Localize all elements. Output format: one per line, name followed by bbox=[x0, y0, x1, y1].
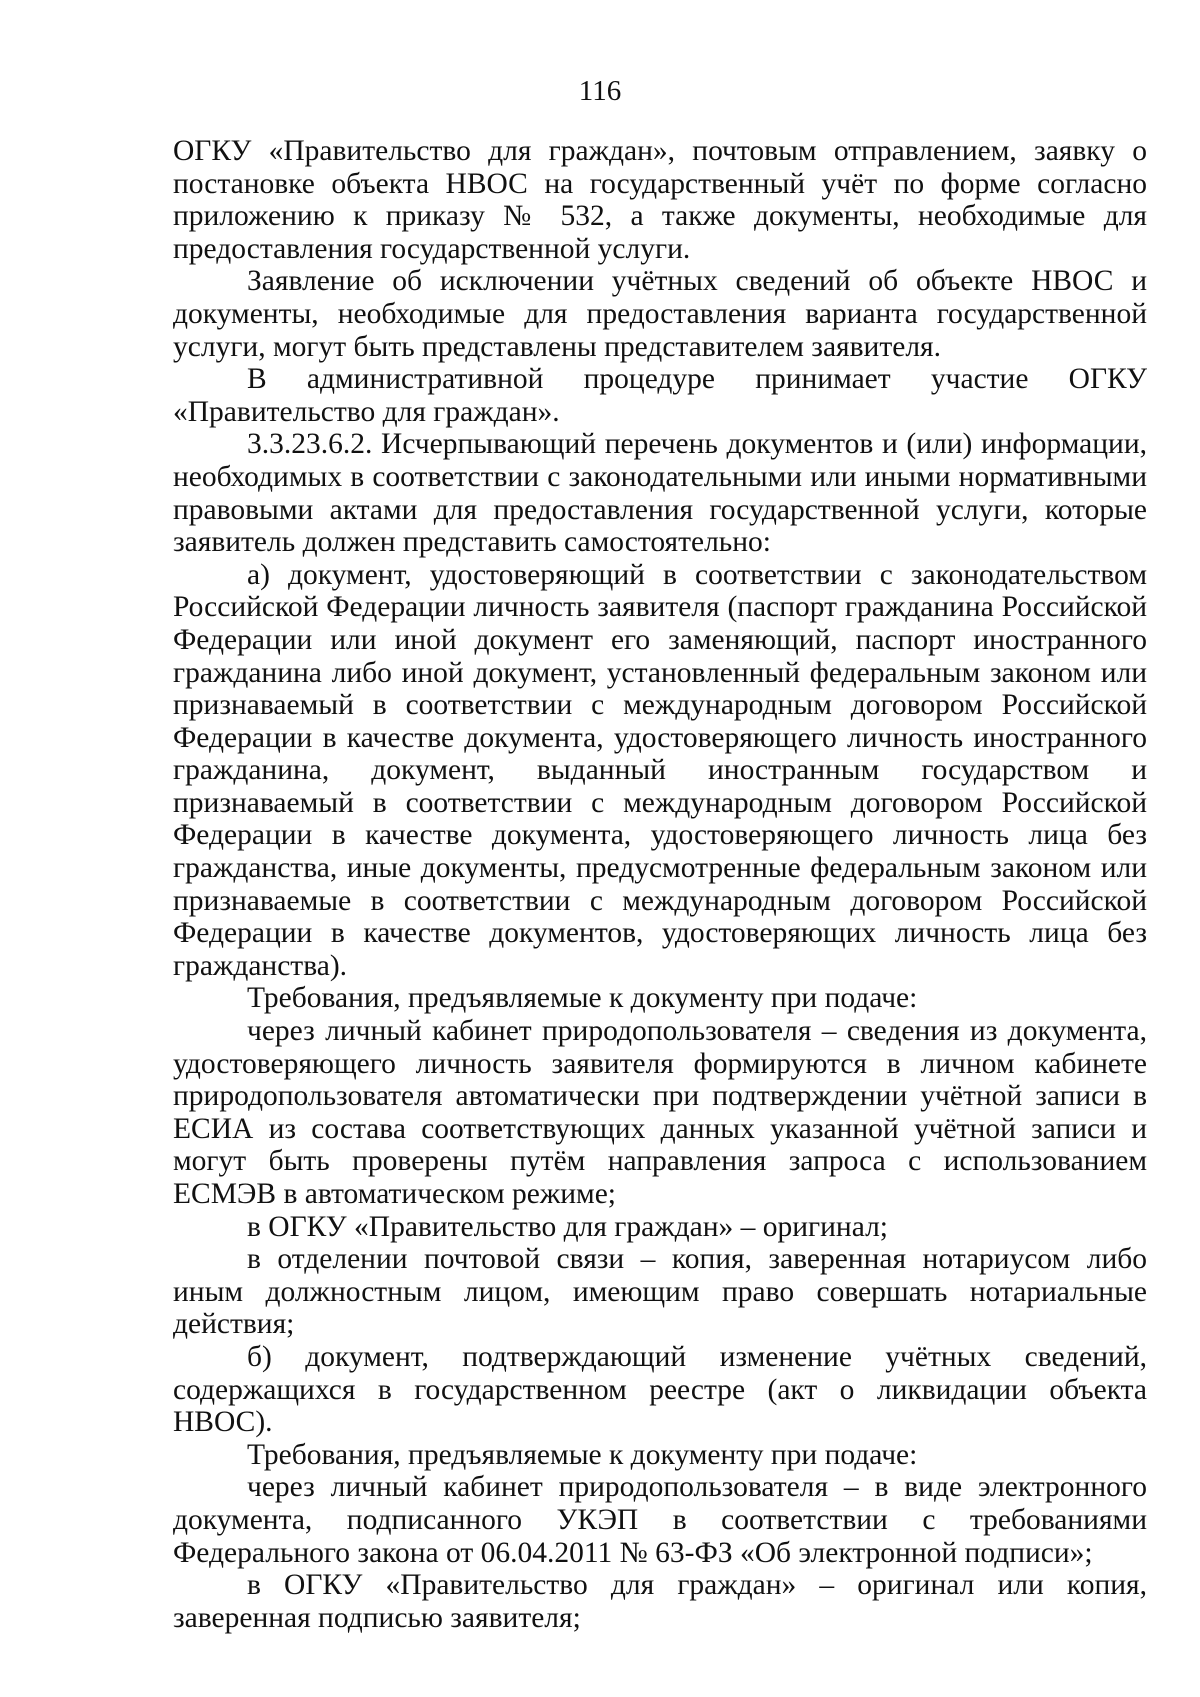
paragraph-item-a: а) документ, удостоверяющий в соответствии с законодательством Российской Федерации личность заявителя (паспорт гражданина Российской Федерации или иной документ его заменяющий, паспорт иностранного гражданина либо иной документ, установленный федеральным законом или признаваемый в соответствии с международным договором Российской Федерации в качестве документа, удостоверяющего личность иностранного гражданина, документ, выданный иностранным государством и признаваемый в соответствии с международным договором Российской Федерации в качестве документа, удостоверяющего личность лица без гражданства, иные документы, предусмотренные федеральным законом или признаваемые в соответствии с международным договором Российской Федерации в качестве документов, удостоверяющих личность лица без гражданства). bbox=[173, 558, 1147, 982]
paragraph-personal-account: через личный кабинет природопользователя – сведения из документа, удостоверяющего личность заявителя формируются в личном кабинете природопользователя автоматически при подтверждении учётной записи в ЕСИА из состава соответствующих данных указанной учётной записи и могут быть проверены путём направления запроса с использованием ЕСМЭВ в автоматическом режиме; bbox=[173, 1015, 1147, 1210]
paragraph-section-3-3-23-6-2: 3.3.23.6.2. Исчерпывающий перечень документов и (или) информации, необходимых в соответствии с законодательными или иными нормативными правовыми актами для предоставления государственной услуги, которые заявитель должен представить самостоятельно: bbox=[173, 428, 1147, 559]
page-number: 116 bbox=[578, 75, 622, 107]
document-body bbox=[173, 135, 1147, 1634]
paragraph-continuation: ОГКУ «Правительство для граждан», почтовым отправлением, заявку о постановке объекта НВОС на государственный учёт по форме согласно приложению к приказу № 532, а также документы, необходимые для предоставления государственной услуги. bbox=[173, 135, 1147, 265]
paragraph-exclusion-statement: Заявление об исключении учётных сведений об объекте НВОС и документы, необходимые для предоставления варианта государственной услуги, могут быть представлены представителем заявителя. bbox=[173, 265, 1147, 363]
paragraph-item-b: б) документ, подтверждающий изменение учётных сведений, содержащихся в государственном реестре (акт о ликвидации объекта НВОС). bbox=[173, 1340, 1147, 1439]
paragraph-ogku-original: в ОГКУ «Правительство для граждан» – оригинал; bbox=[247, 1210, 888, 1243]
paragraph-personal-account-2: через личный кабинет природопользователя – в виде электронного документа, подписанного УКЭП в соответствии с требованиями Федерального закона от 06.04.2011 № 63-ФЗ «Об электронной подписи»; bbox=[173, 1471, 1147, 1569]
paragraph-ogku-original-or-copy: в ОГКУ «Правительство для граждан» – оригинал или копия, заверенная подписью заявителя; bbox=[173, 1569, 1147, 1634]
paragraph-procedure-participant: В административной процедуре принимает участие ОГКУ «Правительство для граждан». bbox=[173, 363, 1147, 428]
paragraph-post-office: в отделении почтовой связи – копия, заверенная нотариусом либо иным должностным лицом, имеющим право совершать нотариальные действия; bbox=[173, 1243, 1147, 1341]
paragraph-requirements-heading: Требования, предъявляемые к документу при подаче: bbox=[247, 982, 918, 1015]
paragraph-requirements-heading-2: Требования, предъявляемые к документу при подаче: bbox=[247, 1438, 918, 1471]
